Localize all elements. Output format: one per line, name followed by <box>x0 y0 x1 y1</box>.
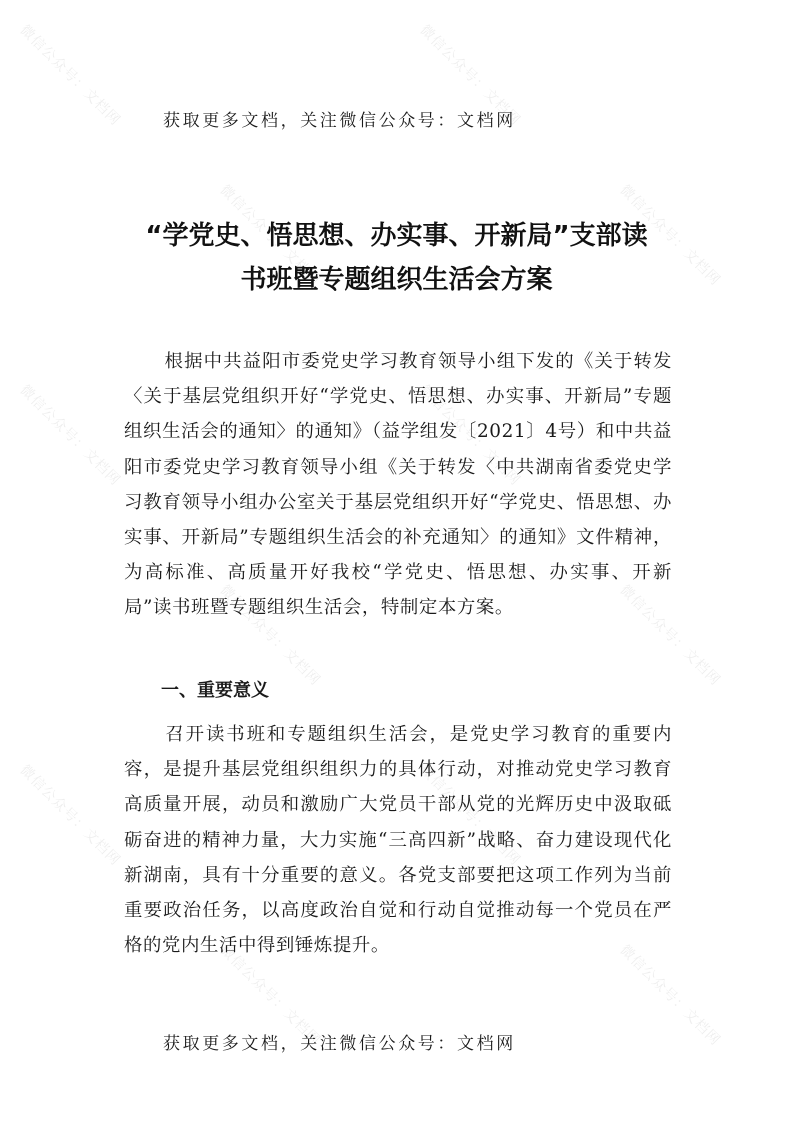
watermark: 微信公众号：文档网 <box>216 182 324 289</box>
significance-paragraph-text: 召开读书班和专题组织生活会，是党史学习教育的重要内容，是提升基层党组织组织力的具体行动，对推动党史学习教育高质量开展，动员和激励广大党员干部从党的光辉历史中汲取砥砺奋进的精神力量，大力实施“三高四新”战略、奋力建设现代化新湖南，具有十分重要的意义。各党支部要把这项工作列为当前重要政治任务，以高度政治自觉和行动自觉推动每一个党员在严格的党内生活中得到锤炼提升。 <box>124 724 672 957</box>
document-title-line-1: “学党史、悟思想、办实事、开新局”支部读 <box>145 221 648 251</box>
document-title-line-2: 书班暨专题组织生活会方案 <box>240 265 553 295</box>
watermark: 微信公众号：文档网 <box>416 22 524 129</box>
watermark: 微信公众号：文档网 <box>416 382 524 489</box>
footer-note: 获取更多文档，关注微信公众号：文档网 <box>163 1034 516 1054</box>
watermark: 微信公众号：文档网 <box>16 762 124 869</box>
intro-paragraph <box>124 344 672 626</box>
watermark: 微信公众号：文档网 <box>216 942 324 1049</box>
significance-paragraph <box>124 717 672 963</box>
watermark: 微信公众号：文档网 <box>616 942 724 1049</box>
intro-paragraph-text: 根据中共益阳市委党史学习教育领导小组下发的《关于转发〈关于基层党组织开好“学党史、悟思想、办实事、开新局”专题组织生活会的通知〉的通知》（益学组发〔2021〕4号）和中共益阳市委党史学习教育领导小组《关于转发〈中共湖南省委党史学习教育领导小组办公室关于基层党组织开好“学党史、悟思想、办实事、开新局”专题组织生活会的补充通知〉的通知》文件精神，为高标准、高质量开好我校“学党史、悟思想、办实事、开新局”读书班暨专题组织生活会，特制定本方案。 <box>124 351 672 619</box>
header-note: 获取更多文档，关注微信公众号：文档网 <box>163 111 516 131</box>
section-heading: 一、重要意义 <box>161 680 269 701</box>
watermark: 微信公众号：文档网 <box>416 762 524 869</box>
watermark: 微信公众号：文档网 <box>16 22 124 129</box>
watermark: 微信公众号：文档网 <box>616 182 724 289</box>
watermark: 微信公众号：文档网 <box>216 582 324 689</box>
watermark: 微信公众号：文档网 <box>16 382 124 489</box>
watermark: 微信公众号：文档网 <box>616 582 724 689</box>
